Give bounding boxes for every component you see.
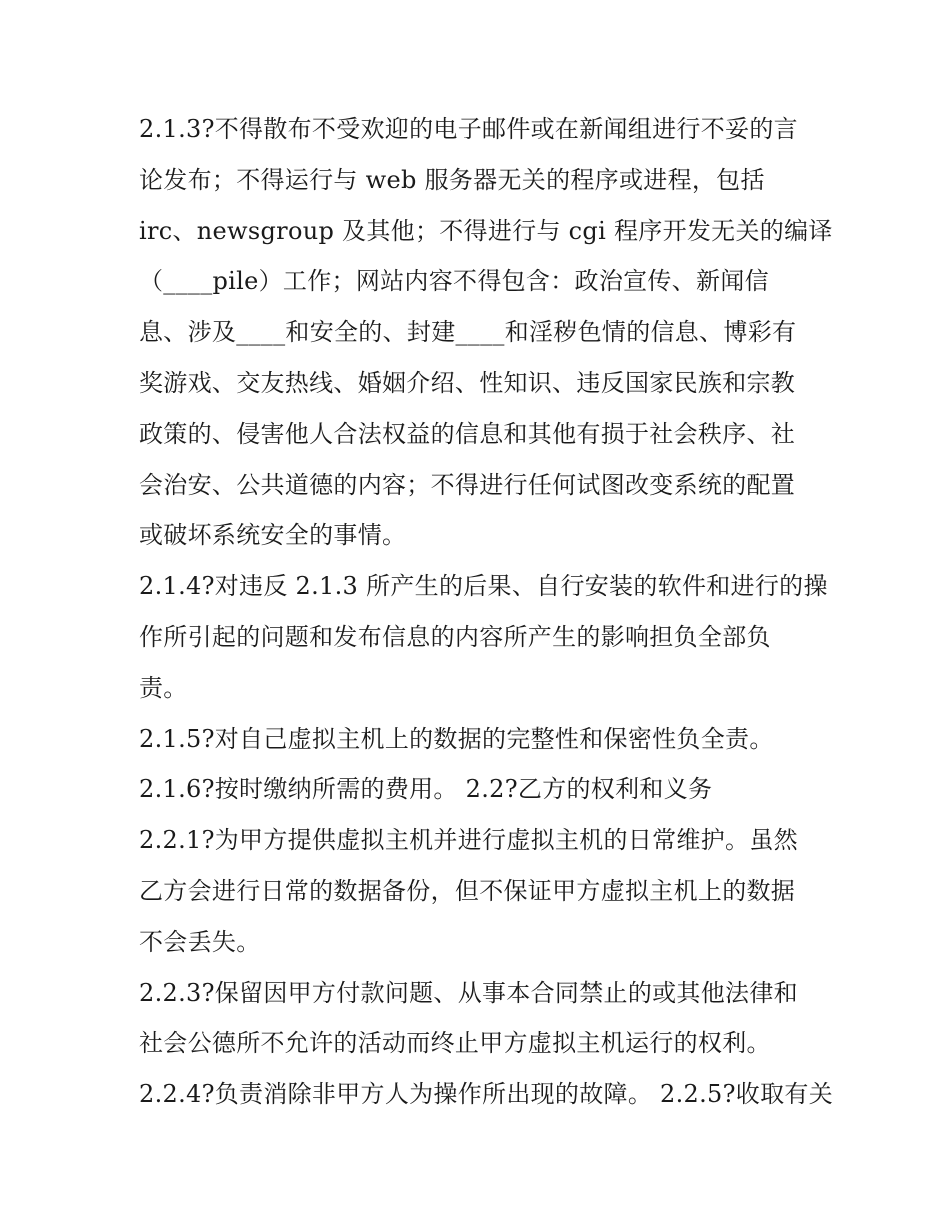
- text-line: 或破坏系统安全的事情。: [139, 521, 407, 550]
- text-line: 奖游戏、交友热线、婚姻介绍、性知识、违反国家民族和宗教: [139, 368, 796, 397]
- text-line: 作所引起的问题和发布信息的内容所产生的影响担负全部负: [139, 622, 771, 651]
- text-line: 息、涉及____和安全的、封建____和淫秽色情的信息、博彩有: [139, 318, 797, 347]
- text-line: 论发布；不得运行与 web 服务器无关的程序或进程，包括: [139, 165, 765, 194]
- text-line: 会治安、公共道德的内容；不得进行任何试图改变系统的配置: [139, 470, 796, 499]
- text-line: 政策的、侵害他人合法权益的信息和其他有损于社会秩序、社: [139, 419, 796, 448]
- text-line: 不会丢失。: [139, 927, 261, 956]
- text-line: （____pile）工作；网站内容不得包含：政治宣传、新闻信: [139, 267, 769, 296]
- text-line: 乙方会进行日常的数据备份，但不保证甲方虚拟主机上的数据: [139, 876, 796, 905]
- text-line: 社会公德所不允许的活动而终止甲方虚拟主机运行的权利。: [139, 1029, 771, 1058]
- text-line: irc、newsgroup 及其他；不得进行与 cgi 程序开发无关的编译: [139, 216, 833, 245]
- text-line: 2.1.3?不得散布不受欢迎的电子邮件或在新闻组进行不妥的言: [139, 115, 798, 143]
- text-line: 2.1.4?对违反 2.1.3 所产生的后果、自行安装的软件和进行的操: [139, 572, 828, 601]
- text-line: 2.2.4?负责消除非甲方人为操作所出现的故障。 2.2.5?收取有关: [139, 1080, 833, 1109]
- text-line: 2.2.3?保留因甲方付款问题、从事本合同禁止的或其他法律和: [139, 978, 798, 1007]
- text-line: 2.1.5?对自己虚拟主机上的数据的完整性和保密性负全责。: [139, 724, 774, 753]
- text-line: 责。: [139, 673, 188, 702]
- text-line: 2.1.6?按时缴纳所需的费用。 2.2?乙方的权利和义务: [139, 775, 713, 804]
- text-line: 2.2.1?为甲方提供虚拟主机并进行虚拟主机的日常维护。虽然: [139, 826, 798, 855]
- document-body: [139, 104, 833, 1120]
